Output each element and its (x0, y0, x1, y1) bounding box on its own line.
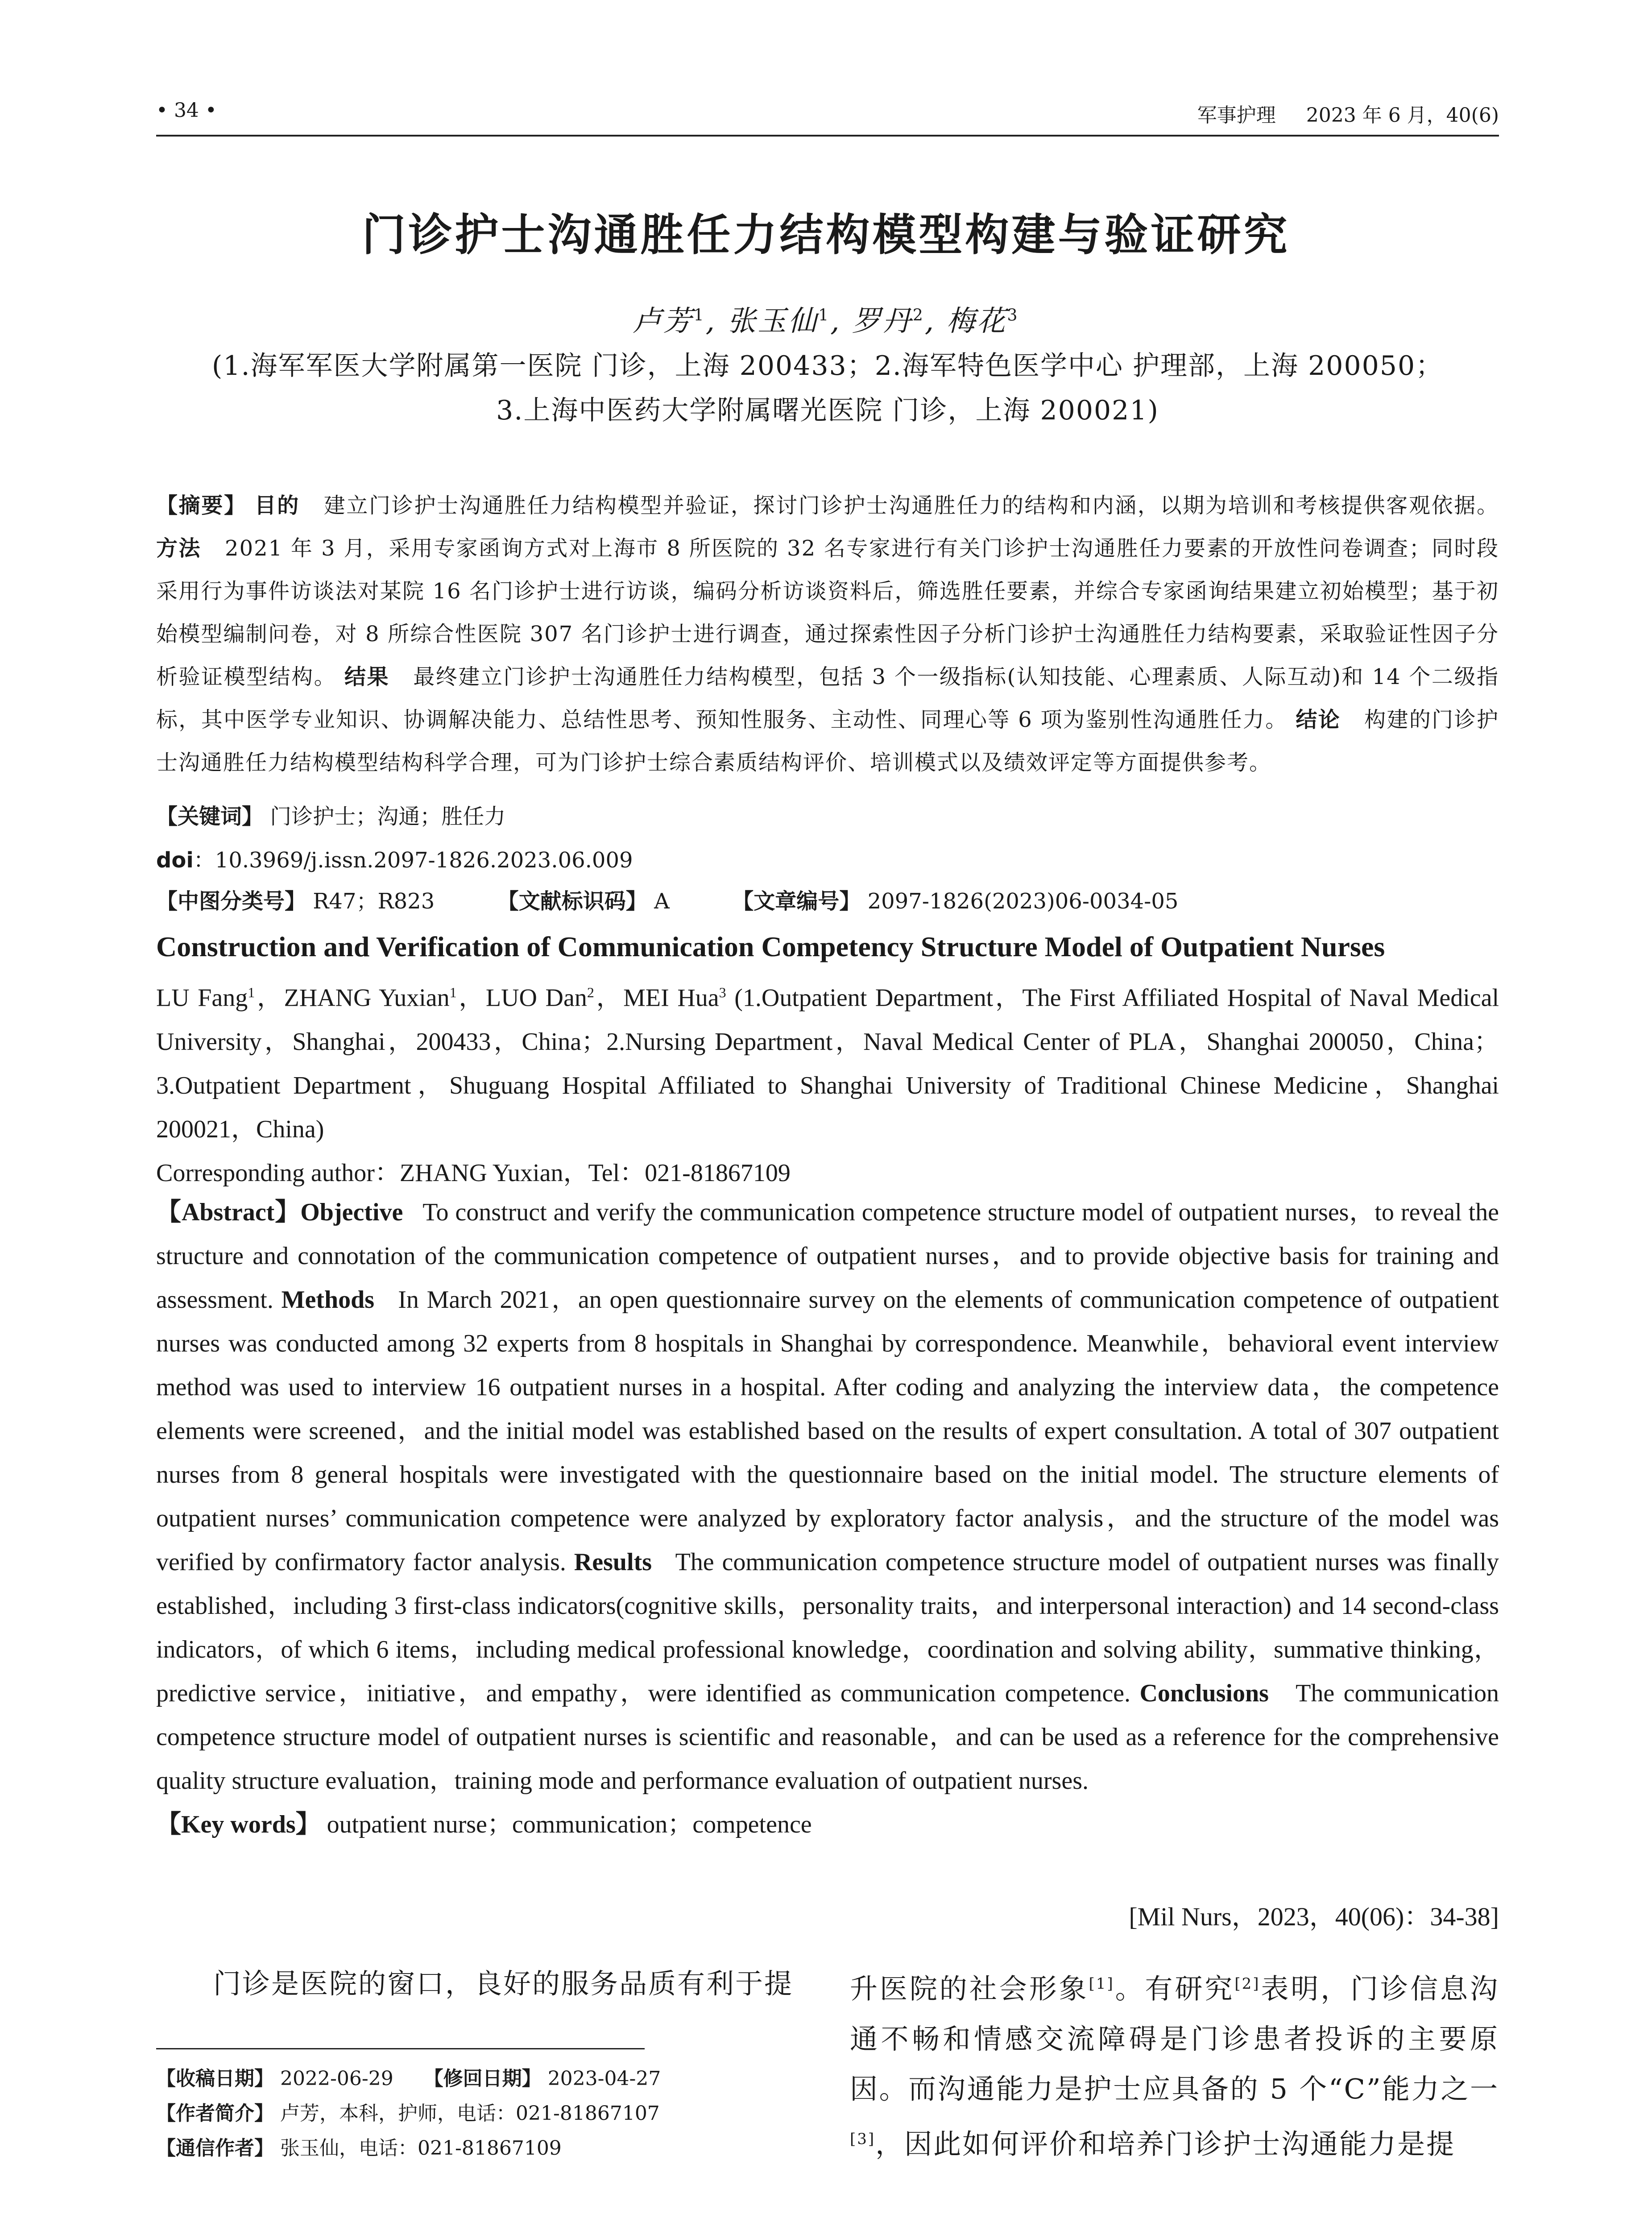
doi-text: ：10.3969/j.issn.2097-1826.2023.06.009 (193, 848, 633, 873)
results-label: 结果 (344, 664, 389, 689)
author-sup: 1 (818, 306, 831, 325)
corresponding-author: Corresponding author：ZHANG Yuxian，Tel：021-81867109 (156, 1159, 791, 1187)
author-name: 梅花 (946, 305, 1007, 338)
en-methods-text: In March 2021，an open questionnaire survey on the elements of communication competence of outpatient nurses was conducted among 32 experts from 8 hospitals in Shanghai by correspondence. Meanwhile，behavioral event interview method was used to interview 16 outpatient nurses in a hospital. After coding and analyzing the interview data，the competence elements were screened，and the initial model was established based on the results of expert consultation. A total of 307 outpatient nurses from 8 general hospitals were investigated with the questionnaire based on the initial model. The structure elements of outpatient nurses’ communication competence were analyzed by exploratory factor analysis，and the structure of the model was verified by confirmatory factor analysis. (156, 1286, 1499, 1576)
author-bio: 卢芳，本科，护师，电话：021-81867107 (280, 2102, 660, 2125)
en-author-sup: 2 (587, 984, 594, 1000)
correspondence-label: 【通信作者】 (156, 2137, 274, 2160)
objective-label: 目的 (254, 493, 300, 518)
en-conclusions-label: Conclusions (1139, 1679, 1269, 1707)
header-rule (156, 135, 1499, 137)
journal-info (1197, 99, 1499, 128)
en-author-sup: 3 (719, 984, 726, 1000)
en-author-name: LU Fang (156, 984, 248, 1012)
footnote-author (156, 2099, 660, 2128)
affiliation-line: (1.海军军医大学附属第一医院 门诊，上海 200433；2.海军特色医学中心 护理部，上海 200050； (211, 350, 1444, 382)
conclusions-text: 构建的门诊护士沟通胜任力结构模型结构科学合理，可为门诊护士综合素质结构评价、培训模式以及绩效评定等方面提供参考。 (156, 707, 1499, 775)
footnote-correspondence (156, 2134, 562, 2163)
objective-text: 建立门诊护士沟通胜任力结构模型并验证，探讨门诊护士沟通胜任力的结构和内涵，以期为培训和考核提供客观依据。 (323, 493, 1499, 518)
en-author-name: ZHANG Yuxian (284, 984, 450, 1012)
en-affiliations: (1.Outpatient Department，The First Affiliated Hospital of Naval Medical University，Shanghai，200433，China；2.Nursing Department，Naval Medical Center of PLA，Shanghai 200050，China；3.Outpatient Department，Shuguang Hospital Affiliated to Shanghai University of Traditional Chinese Medicine，Shanghai 200021，China) (156, 984, 1499, 1143)
doc-code-label: 【文献标识码】 (497, 889, 647, 914)
results-text: 最终建立门诊护士沟通胜任力结构模型，包括 3 个一级指标(认知技能、心理素质、人际互动)和 14 个二级指标，其中医学专业知识、协调解决能力、总结性思考、预知性服务、主动性、同理心等 6 项为鉴别性沟通胜任力。 (156, 664, 1499, 732)
correspondence-info: 张玉仙，电话：021-81867109 (280, 2137, 562, 2160)
doi-line (156, 847, 633, 874)
english-title: Construction and Verification of Communication Competency Structure Model of Outpatient Nurses (156, 931, 1385, 962)
doi-label: doi (156, 848, 194, 873)
en-author-name: MEI Hua (623, 984, 719, 1012)
en-keywords-label: 【Key words】 (156, 1811, 321, 1838)
abstract-label: 【摘要】 (156, 493, 247, 518)
body-text: 。有研究 (1114, 1972, 1235, 2005)
page-number: • 34 • (156, 99, 217, 122)
journal-name: 军事护理 (1197, 104, 1276, 127)
conclusions-label: 结论 (1296, 707, 1341, 732)
clc-value: R47；R823 (313, 889, 435, 914)
body-left-column (156, 1959, 803, 2009)
en-objective-text: To construct and verify the communication competence structure model of outpatient nurses，to reveal the structure and connotation of the communication competence of outpatient nurses，and to provide objective basis for training and assessment. (156, 1198, 1499, 1314)
author-list: 卢芳$^1$, 张玉仙$^1$, 罗丹$^2$, 梅花$^3$ (633, 305, 1019, 338)
article-number-label: 【文章编号】 (732, 889, 861, 914)
paper-title: 门诊护士沟通胜任力结构模型构建与验证研究 (362, 210, 1290, 261)
citation: [Mil Nurs，2023，40(06)：34-38] (1129, 1902, 1499, 1931)
body-right-column (850, 1959, 1499, 2169)
classification-line (156, 888, 1178, 915)
en-keywords-text: outpatient nurse；communication；competence (327, 1811, 812, 1838)
author-name: 张玉仙 (727, 305, 819, 338)
abstract-cn (156, 484, 1499, 784)
affiliations (156, 344, 1499, 433)
english-keywords (156, 1803, 1499, 1846)
reference-marker: [2] (1234, 1975, 1260, 1993)
clc-label: 【中图分类号】 (156, 889, 306, 914)
body-text: ，因此如何评价和培养门诊护士沟通能力是提 (875, 2127, 1456, 2161)
revised-label: 【修回日期】 (423, 2067, 542, 2090)
en-author-sup: 1 (248, 984, 255, 1000)
keywords-text: 门诊护士；沟通；胜任力 (270, 804, 506, 829)
revised-date: 2023-04-27 (547, 2067, 661, 2090)
body-text: 门诊是医院的窗口，良好的服务品质有利于提 (213, 1967, 794, 2000)
author-sup: 3 (1007, 306, 1019, 325)
footnote-dates (156, 2064, 661, 2094)
en-abstract-label: 【Abstract】 (156, 1198, 301, 1226)
en-author-name: LUO Dan (485, 984, 587, 1012)
en-conclusions-text: The communication competence structure model of outpatient nurses is scientific and reasonable，and can be used as a reference for the comprehensive quality structure evaluation，training mode and performance evaluation of outpatient nurses. (156, 1679, 1499, 1795)
journal-issue: 2023 年 6 月，40(6) (1306, 104, 1499, 127)
en-results-text: The communication competence structure model of outpatient nurses was finally established，including 3 first-class indicators(cognitive skills，personality traits，and interpersonal interaction) and 14 second-class indicators，of which 6 items，including medical professional knowledge，coordination and solving ability，summative thinking，predictive service，initiative，and empathy，were identified as communication competence. (156, 1548, 1499, 1707)
keywords-cn (156, 803, 505, 830)
keywords-label: 【关键词】 (156, 804, 264, 829)
affiliation-line: 3.上海中医药大学附属曙光医院 门诊，上海 200021) (496, 395, 1159, 426)
body-text: 升医院的社会形象 (850, 1972, 1089, 2005)
body-text: 表明，门诊信息沟通不畅和情感交流障碍是门诊患者投诉的主要原因。而沟通能力是护士应具备的 5 个“C”能力之一 (850, 1972, 1499, 2105)
author-name: 罗丹 (852, 305, 913, 338)
article-number-value: 2097-1826(2023)06-0034-05 (867, 889, 1179, 914)
en-objective-label: Objective (300, 1198, 403, 1226)
reference-marker: [1] (1089, 1975, 1114, 1993)
author-name: 卢芳 (633, 305, 694, 338)
en-methods-label: Methods (281, 1286, 375, 1314)
english-authors: LU Fang$^1$，ZHANG Yuxian$^1$，LUO Dan$^2$，MEI Hua$^3$ (1.Outpatient Department，The First Affiliated Hospital of Naval Medical University，Shanghai，200433，China；2.Nursing Department，Naval Medical Center of PLA，Shanghai 200050，China；3.Outpatient Department，Shuguang Hospital Affiliated to Shanghai University of Traditional Chinese Medicine，Shanghai 200021，China) Corresponding author：ZHANG Yuxian，Tel：021-81867109 (156, 970, 1499, 1195)
methods-label: 方法 (156, 536, 201, 561)
received-label: 【收稿日期】 (156, 2067, 274, 2090)
en-author-sup: 1 (449, 984, 457, 1000)
methods-text: 2021 年 3 月，采用专家函询方式对上海市 8 所医院的 32 名专家进行有关门诊护士沟通胜任力要素的开放性问卷调查；同时段采用行为事件访谈法对某院 16 名门诊护士进行访谈，编码分析访谈资料后，筛选胜任要素，并综合专家函询结果建立初始模型；基于初始模型编制问卷，对 8 所综合性医院 307 名门诊护士进行调查，通过探索性因子分析门诊护士沟通胜任力结构要素，采取验证性因子分析验证模型结构。 (156, 536, 1499, 689)
author-sup: 2 (912, 306, 925, 325)
author-sup: 1 (693, 306, 706, 325)
doc-code-value: A (654, 889, 670, 914)
en-results-label: Results (574, 1548, 652, 1576)
abstract-en (156, 1190, 1499, 1846)
received-date: 2022-06-29 (280, 2067, 393, 2090)
reference-marker: [3] (850, 2130, 876, 2148)
author-bio-label: 【作者简介】 (156, 2102, 274, 2125)
footnote-rule (156, 2048, 645, 2049)
